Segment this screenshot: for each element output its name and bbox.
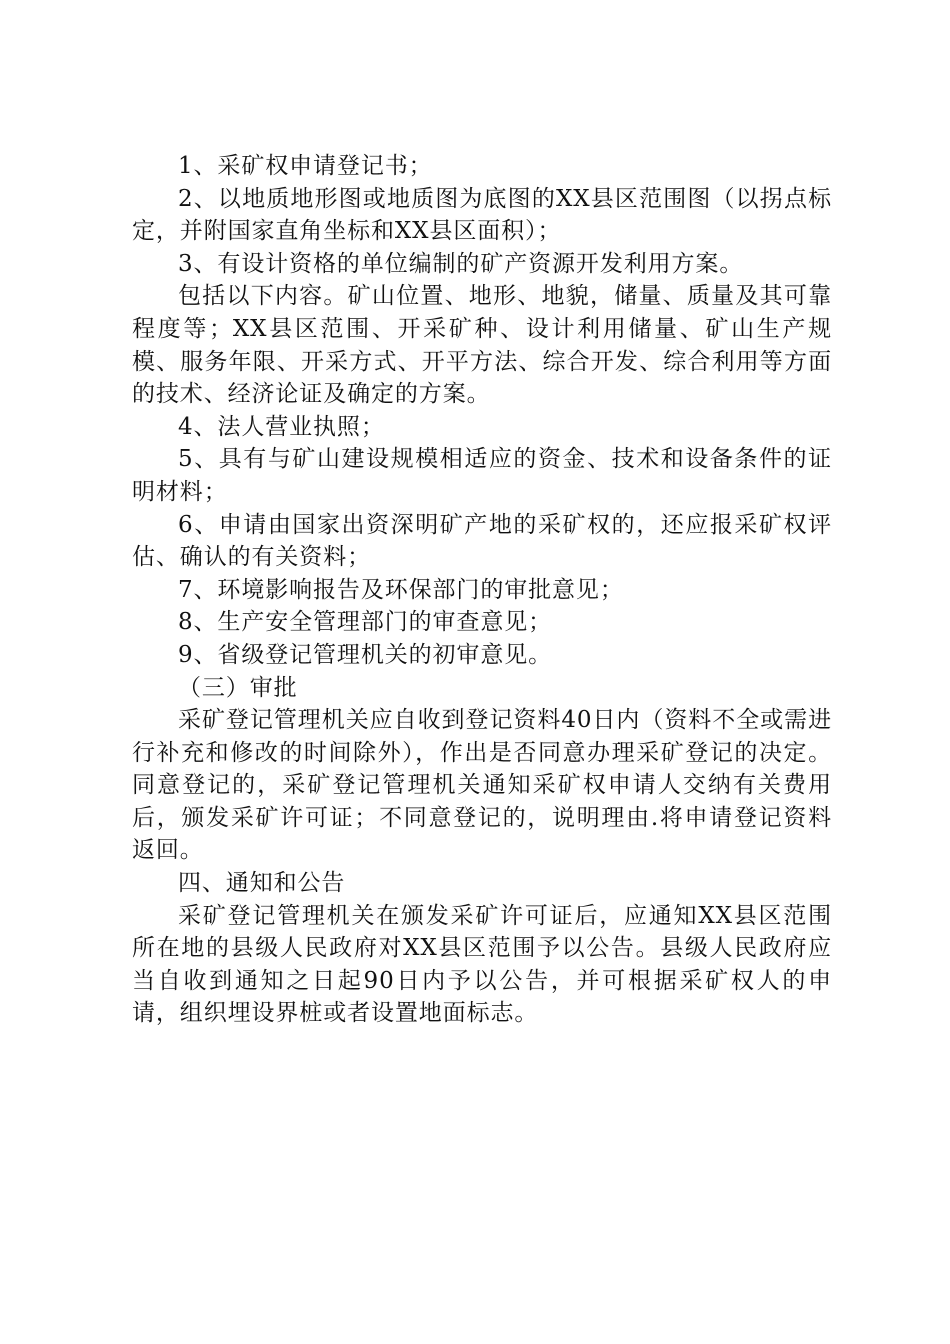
list-item-safety-opinion: 8、生产安全管理部门的审查意见；	[178, 609, 553, 636]
document-body	[132, 150, 832, 1030]
approval-paragraph: 采矿登记管理机关应自收到登记资料40日内（资料不全或需进行补充和修改的时间除外），作出是否同意办理采矿登记的决定。同意登记的，采矿登记管理机关通知采矿权申请人交纳有关费用后，颁发采矿许可证；不同意登记的，说明理由.将申请登记资料返回。	[132, 707, 832, 864]
list-item-valuation-materials: 6、申请由国家出资深明矿产地的采矿权的，还应报采矿权评估、确认的有关资料；	[132, 511, 832, 571]
notice-paragraph: 采矿登记管理机关在颁发采矿许可证后，应通知XX县区范围所在地的县级人民政府对XX县区范围予以公告。县级人民政府应当自收到通知之日起90日内予以公告，并可根据采矿权人的申请，组织埋设界桩或者设置地面标志。	[132, 902, 832, 1027]
list-item-capability-proof: 5、具有与矿山建设规模相适应的资金、技术和设备条件的证明材料；	[132, 446, 832, 505]
list-item-utilization-plan: 3、有设计资格的单位编制的矿产资源开发利用方案。	[178, 250, 744, 277]
list-item-provincial-opinion: 9、省级登记管理机关的初审意见。	[178, 641, 553, 668]
list-item-environmental-report: 7、环境影响报告及环保部门的审批意见；	[178, 576, 624, 603]
section-heading-approval: （三）审批	[178, 674, 298, 701]
section-heading-notice: 四、通知和公告	[178, 870, 346, 897]
list-item-area-map: 2、以地质地形图或地质图为底图的XX县区范围图（以拐点标定，并附国家直角坐标和XX县区面积）；	[132, 185, 832, 245]
list-item-business-license: 4、法人营业执照；	[178, 413, 385, 440]
plan-contents-paragraph: 包括以下内容。矿山位置、地形、地貌，储量、质量及其可靠程度等；XX县区范围、开采矿种、设计利用储量、矿山生产规模、服务年限、开采方式、开平方法、综合开发、综合利用等方面的技术、经济论证及确定的方案。	[132, 283, 832, 408]
list-item-application-form: 1、采矿权申请登记书；	[178, 153, 433, 179]
